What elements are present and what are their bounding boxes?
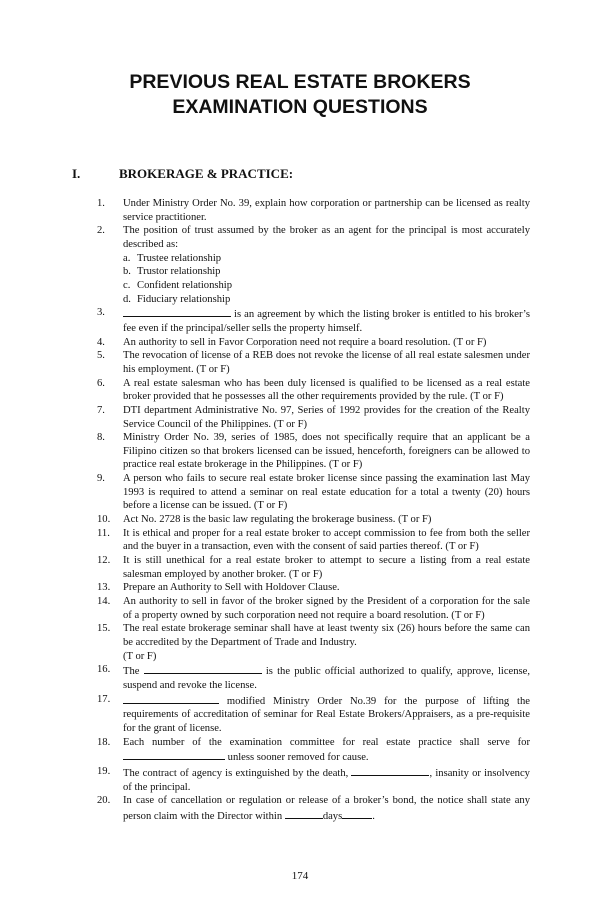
question-17: 17. modified Ministry Order No.39 for the purpose of lifting the requirements of accreditation of seminar for Real Estate Brokers/Appraisers, as a pre-requisite for the grant of license.: [97, 693, 530, 734]
answer-blank: [123, 306, 231, 317]
section-title: BROKERAGE & PRACTICE:: [119, 166, 294, 181]
answer-blank: [342, 808, 372, 819]
title-line-2: EXAMINATION QUESTIONS: [172, 96, 428, 118]
question-4: 4. An authority to sell in Favor Corporation need not require a board resolution. (T or F): [97, 336, 487, 348]
section-number: I.: [72, 166, 81, 181]
question-7: 7. DTI department Administrative No. 97, Series of 1992 provides for the creation of the Realty Service Council of the Philippines. (T or F): [97, 404, 530, 430]
question-1: 1. Under Ministry Order No. 39, explain how corporation or partnership can be licensed as realty service practitioner.: [97, 198, 530, 223]
question-8: 8. Ministry Order No. 39, series of 1985, does not specifically require that an applicant be a Filipino citizen so that brokers licensed can be issued, henceforth, foreigners can be allowed to practice real estate brokerage in the Philippines. (T or F): [97, 432, 530, 471]
option-c: c. Confident relationship: [123, 279, 233, 291]
question-12: 12. It is still unethical for a real estate broker to attempt to secure a listing from a real estate salesman employed by another broker. (T or F): [97, 555, 530, 580]
question-list: [0, 197, 600, 824]
question-20: 20. In case of cancellation or regulation or release of a broker’s bond, the notice shall state any person claim with the Director within days .: [97, 795, 530, 822]
question-6: 6. A real estate salesman who has been duly licensed is qualified to be licensed as a real estate broker provided that he possesses all the other requirements provided by the rule. (T or F): [97, 377, 530, 403]
question-11: 11. It is ethical and proper for a real estate broker to accept commission to fee from both the seller and the buyer in a transaction, even with the consent of said parties thereof. (T or F): [97, 527, 530, 553]
answer-blank: [285, 808, 323, 819]
answer-blank: [144, 663, 262, 674]
question-18: 18. Each number of the examination committee for real estate practice shall serve for unless sooner removed for cause.: [97, 736, 530, 764]
question-3: 3. is an agreement by which the listing broker is entitled to his broker’s fee even if the principal/seller sells the property himself.: [97, 307, 530, 334]
question-5: 5. The revocation of license of a REB does not revoke the license of all real estate salesmen under his employment. (T or F): [97, 350, 530, 375]
question-15: 15. The real estate brokerage seminar shall have at least twenty six (26) hours before the same can be accredited by the Department of Trade and Industry. (T or F): [97, 623, 530, 662]
option-b: b. Trustor relationship: [123, 266, 221, 278]
title-line-1: PREVIOUS REAL ESTATE BROKERS: [129, 71, 471, 93]
section-heading: [72, 166, 293, 182]
question-2: 2. The position of trust assumed by the broker as an agent for the principal is most accurately described as: a. Trustee relationship b. Trustor relationship c. Confident relationship d. Fiduciary relationship: [97, 225, 530, 305]
question-13: 13. Prepare an Authority to Sell with Holdover Clause.: [97, 582, 340, 594]
answer-blank: [123, 749, 225, 760]
question-10: 10. Act No. 2728 is the basic law regulating the brokerage business. (T or F): [97, 514, 432, 526]
question-14: 14. An authority to sell in favor of the broker signed by the President of a corporation for the sale of a property owned by such corporation need not require a board resolution. (T or F): [97, 596, 530, 621]
page-title: [0, 70, 600, 120]
option-list: [123, 252, 530, 307]
question-16: 16. The is the public official authorized to qualify, approve, license, suspend and revoke the license.: [97, 664, 530, 691]
option-d: d. Fiduciary relationship: [123, 293, 231, 305]
answer-blank: [351, 765, 429, 776]
question-9: 9. A person who fails to secure real estate broker license since passing the examination last May 1993 is required to attend a seminar on real estate education for a total a twenty (20) hours before a license can be issued. (T or F): [97, 473, 530, 512]
option-a: a. Trustee relationship: [123, 252, 222, 264]
page-number: 174: [291, 870, 309, 882]
question-19: 19. The contract of agency is extinguished by the death, , insanity or insolvency of the principal.: [97, 765, 530, 793]
answer-blank: [123, 693, 219, 704]
